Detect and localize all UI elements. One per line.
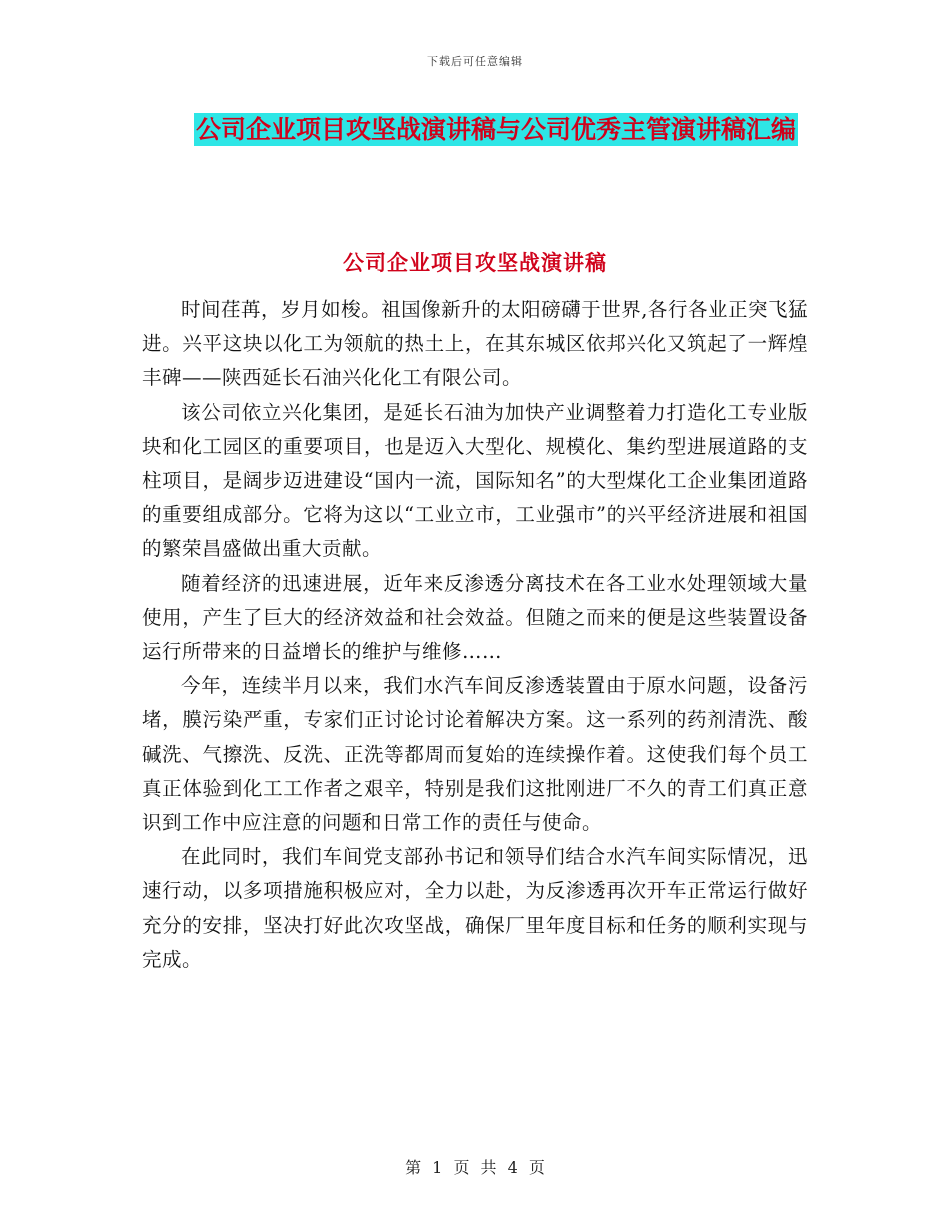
document-title xyxy=(190,108,802,152)
body-paragraph: 在此同时，我们车间党支部孙书记和领导们结合水汽车间实际情况，迅速行动，以多项措施积极应对，全力以赴，为反渗透再次开车正常运行做好充分的安排，坚决打好此次攻坚战，确保厂里年度目标和任务的顺利实现与完成。 xyxy=(142,845,808,971)
body-paragraph: 时间荏苒，岁月如梭。祖国像新升的太阳磅礴于世界,各行各业正突飞猛进。兴平这块以化工为领航的热土上，在其东城区依邦兴化又筑起了一辉煌丰碑——陕西延长石油兴化化工有限公司。 xyxy=(142,298,808,390)
page-header-note: 下载后可任意编辑 xyxy=(427,55,523,68)
page-number-footer: 第 1 页 共 4 页 xyxy=(405,1158,545,1177)
section-title: 公司企业项目攻坚战演讲稿 xyxy=(343,251,607,275)
document-title-text: 公司企业项目攻坚战演讲稿与公司优秀主管演讲稿汇编 xyxy=(195,115,796,144)
body-paragraph: 随着经济的迅速进展，近年来反渗透分离技术在各工业水处理领域大量使用，产生了巨大的经济效益和社会效益。但随之而来的便是这些装置设备运行所带来的日益增长的维护与维修…… xyxy=(142,571,808,664)
document-body xyxy=(142,293,808,977)
body-paragraph: 今年，连续半月以来，我们水汽车间反渗透装置由于原水问题，设备污堵，膜污染严重，专家们正讨论讨论着解决方案。这一系列的药剂清洗、酸碱洗、气擦洗、反洗、正洗等都周而复始的连续操作着。这使我们每个员工真正体验到化工工作者之艰辛，特别是我们这批刚进厂不久的青工们真正意识到工作中应注意的问题和日常工作的责任与使命。 xyxy=(142,674,808,835)
body-paragraph: 该公司依立兴化集团，是延长石油为加快产业调整着力打造化工专业版块和化工园区的重要项目，也是迈入大型化、规模化、集约型进展道路的支柱项目，是阔步迈进建设“国内一流，国际知名”的大型煤化工企业集团道路的重要组成部分。它将为这以“工业立市，工业强市”的兴平经济进展和祖国的繁荣昌盛做出重大贡献。 xyxy=(142,400,808,561)
